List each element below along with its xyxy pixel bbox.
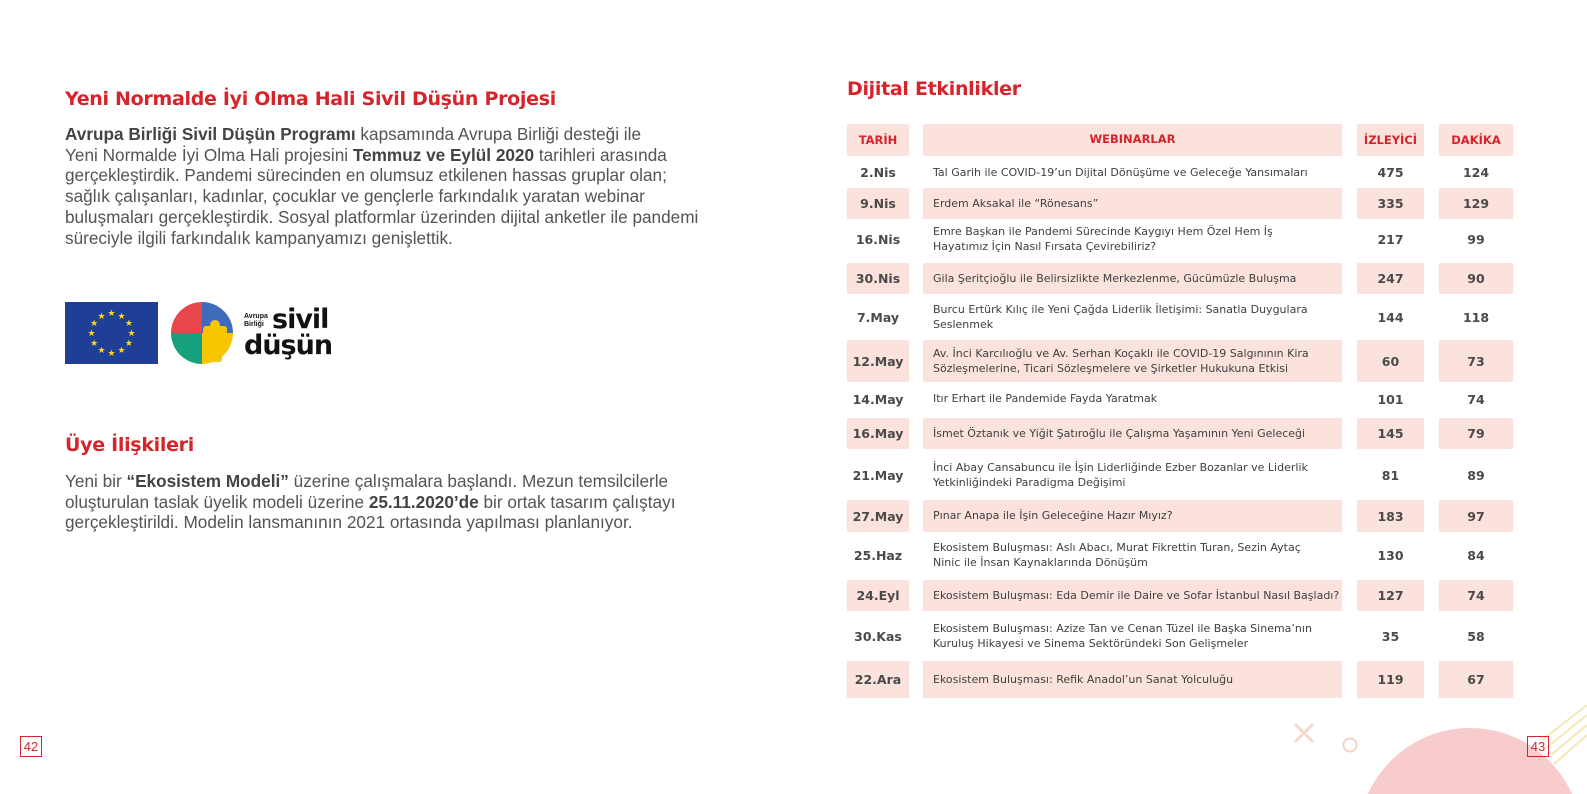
eu-star-icon: ★	[97, 310, 106, 321]
section-title-project: Yeni Normalde İyi Olma Hali Sivil Düşün Projesi	[65, 88, 556, 110]
webinar-line: Ekosistem Buluşması: Eda Demir ile Daire ve Sofar İstanbul Nasıl Başladı?	[933, 588, 1340, 602]
row-date: 24.Eyl	[847, 580, 909, 611]
eu-star-icon: ★	[127, 328, 136, 338]
text: tarihleri arasında	[534, 144, 667, 165]
eu-star-icon: ★	[124, 318, 133, 328]
row-minutes: 58	[1467, 628, 1485, 644]
row-minutes: 97	[1439, 500, 1513, 532]
desc-line: buluşmaları gerçekleştirdik. Sosyal platformlar üzerinden dijital anketler ile pandemi	[65, 206, 699, 227]
row-minutes: 129	[1439, 188, 1513, 219]
eu-star-icon: ★	[90, 338, 99, 348]
row-minutes: 90	[1439, 263, 1513, 294]
row-minutes: 74	[1439, 580, 1513, 611]
webinar-line: Tal Garih ile COVID-19’un Dijital Dönüşüme ve Geleceğe Yansımaları	[933, 165, 1308, 179]
eu-star-icon: ★	[117, 345, 126, 356]
text: Yeni bir	[65, 471, 127, 491]
bold-text: Temmuz ve Eylül 2020	[352, 144, 535, 165]
members-description	[65, 471, 745, 533]
row-viewers: 119	[1357, 661, 1424, 698]
row-minutes: 124	[1462, 165, 1490, 180]
row-minutes: 73	[1439, 340, 1513, 382]
row-viewers: 145	[1357, 418, 1424, 449]
bold-text: Avrupa Birliği Sivil Düşün Programı	[65, 124, 356, 144]
webinar-line: Pınar Anapa ile İşin Geleceğine Hazır Mıyız?	[933, 509, 1173, 523]
row-viewers: 130	[1377, 547, 1404, 563]
eu-star-icon: ★	[87, 328, 96, 338]
row-minutes: 84	[1467, 547, 1485, 563]
webinar-line: Yetkinliğindeki Paradigma Değişimi	[933, 476, 1126, 489]
row-webinar	[923, 188, 1342, 219]
row-date: 7.May	[856, 309, 900, 325]
webinar-line: Sözleşmelerine, Ticari Sözleşmelere ve Şirketler Hukukuna Etkisi	[933, 362, 1289, 375]
page-number-right: 43	[1527, 736, 1549, 757]
row-viewers: 183	[1357, 500, 1424, 532]
row-webinar	[923, 535, 1342, 575]
webinar-line: Ekosistem Buluşması: Azize Tan ve Cenan Tüzel ile Başka Sinema’nın	[933, 621, 1312, 635]
row-date: 30.Nis	[847, 263, 909, 294]
header-webinar: WEBINARLAR	[923, 124, 1342, 156]
row-date: 25.Haz	[853, 547, 903, 563]
webinar-line: Kuruluş Hikayesi ve Sinema Sektöründeki Son Gelişmeler	[933, 637, 1249, 650]
row-date: 12.May	[847, 340, 909, 382]
logo-small-line: Birliği	[244, 321, 264, 328]
row-date: 9.Nis	[847, 188, 909, 219]
row-webinar	[923, 418, 1342, 449]
header-viewers: İZLEYİCİ	[1357, 124, 1424, 156]
row-webinar	[923, 500, 1342, 532]
eu-star-icon: ★	[107, 308, 116, 318]
text: kapsamında Avrupa Birliği desteği ile	[355, 124, 642, 144]
text: üzerine çalışmalara başlandı. Mezun temsilcilerle	[288, 471, 669, 491]
logo-small-line: Avrupa	[244, 313, 268, 320]
bold-text: 25.11.2020’de	[368, 491, 479, 512]
desc-line: süreciyle ilgili farkındalık kampanyamızı genişlettik.	[65, 227, 453, 248]
text: oluşturulan taslak üyelik modeli üzerine	[65, 491, 369, 512]
webinar-line: Burcu Ertürk Kılıç ile Yeni Çağda Liderlik İletişimi: Sanatla Duygulara	[933, 302, 1308, 316]
row-webinar	[923, 298, 1342, 336]
puzzle-logo-icon	[170, 302, 234, 364]
eu-star-icon: ★	[90, 318, 99, 328]
webinar-line: Gila Şeritçioğlu ile Belirsizlikte Merkezlenme, Gücümüzle Buluşma	[933, 271, 1297, 285]
logo-word-sivil: sivil	[272, 304, 329, 335]
row-viewers: 35	[1381, 628, 1400, 644]
row-date: 30.Kas	[854, 628, 902, 644]
logo-word-dusun: düşün	[244, 330, 333, 361]
webinar-line: İsmet Öztanık ve Yiğit Şatıroğlu ile Çalışma Yaşamının Yeni Geleceği	[933, 426, 1306, 440]
row-minutes: 99	[1467, 231, 1485, 247]
text: Yeni Normalde İyi Olma Hali projesini	[65, 144, 353, 165]
eu-star-icon: ★	[117, 310, 126, 321]
row-viewers: 81	[1381, 467, 1400, 483]
row-viewers: 127	[1357, 580, 1424, 611]
desc-line	[65, 492, 745, 513]
webinar-line: Ekosistem Buluşması: Refik Anadol’un Sanat Yolculuğu	[933, 672, 1234, 686]
row-minutes: 89	[1467, 467, 1485, 483]
row-viewers: 144	[1377, 309, 1404, 325]
row-webinar	[923, 263, 1342, 294]
row-viewers: 101	[1377, 391, 1404, 407]
webinar-line: Ekosistem Buluşması: Aslı Abacı, Murat Fikrettin Turan, Sezin Aytaç	[933, 540, 1301, 554]
webinar-line: Itır Erhart ile Pandemide Fayda Yaratmak	[933, 392, 1158, 406]
eu-flag-logo	[65, 302, 158, 364]
webinar-line: İnci Abay Cansabuncu ile İşin Liderliğinde Ezber Bozanlar ve Liderlik	[933, 460, 1308, 474]
row-viewers: 217	[1377, 231, 1404, 247]
eu-star-icon: ★	[124, 338, 133, 348]
row-minutes: 118	[1462, 309, 1490, 325]
webinar-line: Ninic ile İnsan Kaynaklarında Dönüşüm	[933, 556, 1148, 569]
row-webinar	[923, 157, 1342, 188]
row-viewers: 247	[1357, 263, 1424, 294]
bold-text: “Ekosistem Modeli”	[126, 471, 289, 491]
webinar-line: Seslenmek	[933, 318, 994, 331]
row-webinar	[923, 614, 1342, 658]
row-date: 27.May	[847, 500, 909, 532]
row-webinar	[923, 454, 1342, 496]
row-minutes: 74	[1467, 391, 1485, 407]
desc-line: sağlık çalışanları, kadınlar, çocuklar ve gençlerle farkındalık yaratan webinar	[65, 186, 645, 207]
webinar-line: Emre Başkan ile Pandemi Sürecinde Kaygıyı Hem Özel Hem İş	[933, 224, 1273, 238]
row-viewers: 60	[1357, 340, 1424, 382]
text: bir ortak tasarım çalıştayı	[478, 491, 676, 512]
desc-line	[65, 124, 745, 145]
desc-line	[65, 145, 745, 166]
row-date: 22.Ara	[847, 661, 909, 698]
row-minutes: 67	[1439, 661, 1513, 698]
row-date: 21.May	[852, 467, 904, 483]
row-minutes: 79	[1439, 418, 1513, 449]
row-viewers: 335	[1357, 188, 1424, 219]
webinar-line: Av. İnci Karcılıoğlu ve Av. Serhan Koçaklı ile COVID-19 Salgınının Kira	[933, 346, 1309, 360]
row-webinar	[923, 661, 1342, 698]
section-title-members: Üye İlişkileri	[65, 434, 194, 456]
header-minutes: DAKİKA	[1439, 124, 1513, 156]
row-date: 2.Nis	[860, 165, 896, 180]
webinar-line: Hayatımız İçin Nasıl Fırsata Çevirebiliriz?	[933, 240, 1157, 253]
eu-star-icon: ★	[97, 345, 106, 356]
header-date: TARİH	[847, 124, 909, 156]
eu-star-icon: ★	[107, 348, 116, 358]
table-title: Dijital Etkinlikler	[847, 78, 1021, 100]
row-date: 14.May	[852, 391, 904, 407]
row-date: 16.Nis	[855, 231, 901, 247]
row-webinar	[923, 580, 1342, 611]
desc-line: gerçekleştirildi. Modelin lansmanının 2021 ortasında yapılması planlanıyor.	[65, 512, 633, 533]
project-description	[65, 124, 745, 248]
row-webinar	[923, 340, 1342, 382]
webinar-line: Erdem Aksakal ile “Rönesans”	[933, 196, 1099, 210]
page-number-left: 42	[20, 736, 42, 757]
logo-text-small	[244, 313, 268, 329]
row-date: 16.May	[847, 418, 909, 449]
row-viewers: 475	[1377, 165, 1404, 180]
desc-line: gerçekleştirdik. Pandemi sürecinden en olumsuz etkilenen hassas gruplar olan;	[65, 165, 667, 186]
desc-line	[65, 471, 745, 492]
row-webinar	[923, 219, 1342, 259]
row-webinar	[923, 384, 1342, 414]
